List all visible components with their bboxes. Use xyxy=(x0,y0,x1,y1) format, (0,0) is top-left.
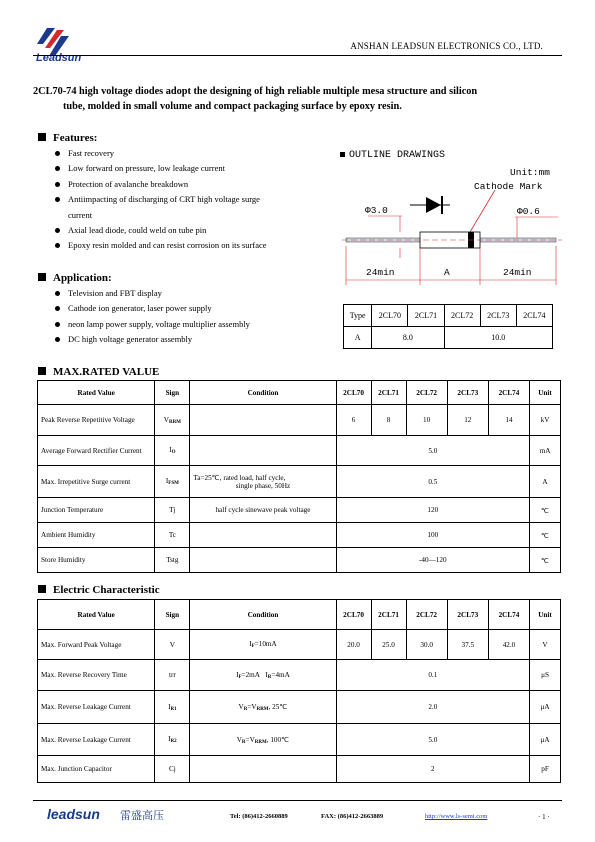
sign-cell: $I_{R2}$ xyxy=(155,724,190,756)
square-bullet-icon xyxy=(38,367,46,375)
column-header: Condition xyxy=(190,381,336,405)
column-header: 2CL71 xyxy=(371,600,406,630)
sign-cell: Tc xyxy=(155,523,190,548)
sign-cell: Tj xyxy=(155,498,190,523)
list-item: Protection of avalanche breakdown xyxy=(38,177,338,192)
unit-cell: μS xyxy=(530,660,561,691)
rated-name: Junction Temperature xyxy=(38,498,155,523)
value-cell: 2.0 xyxy=(336,691,530,724)
condition-cell: Ta=25℃, rated load, half cycle, single phase, 50Hz xyxy=(190,466,336,498)
lead-left-length: 24min xyxy=(366,267,395,278)
column-header: 2CL73 xyxy=(447,381,488,405)
value-cell: 30.0 xyxy=(406,630,447,660)
lead-right-length: 24min xyxy=(503,267,532,278)
outline-unit: Unit:mm xyxy=(510,167,550,178)
value-cell: 10 xyxy=(406,405,447,436)
list-item: neon lamp power supply, voltage multiplier assembly xyxy=(38,317,338,332)
max-rated-heading: MAX.RATED VALUE xyxy=(38,366,159,378)
value-cell: 0.5 xyxy=(336,466,530,498)
value-cell: 37.5 xyxy=(447,630,488,660)
body-diameter-label: Φ3.0 xyxy=(365,205,388,216)
column-header: Unit xyxy=(530,600,561,630)
table-cell: 2CL72 xyxy=(444,305,480,327)
value-cell: 8 xyxy=(371,405,406,436)
table-row xyxy=(38,724,561,756)
max-rated-table xyxy=(37,380,561,573)
value-cell: -40—120 xyxy=(336,548,530,573)
value-cell: 12 xyxy=(447,405,488,436)
value-cell: 5.0 xyxy=(336,724,530,756)
rated-name: Average Forward Rectifier Current xyxy=(38,436,155,466)
diode-symbol-icon xyxy=(410,196,450,214)
list-item-continuation: current xyxy=(68,209,93,220)
body-length-label: A xyxy=(444,267,450,278)
value-cell: 25.0 xyxy=(371,630,406,660)
rated-name: Max. Reverse Leakage Current xyxy=(38,724,155,756)
table-row xyxy=(38,630,561,660)
company-name: ANSHAN LEADSUN ELECTRONICS CO., LTD. xyxy=(350,41,543,51)
column-header: 2CL70 xyxy=(336,600,371,630)
list-item: Epoxy resin molded and can resist corrosion on its surface xyxy=(38,238,338,253)
column-header: 2CL70 xyxy=(336,381,371,405)
value-cell: 120 xyxy=(336,498,530,523)
table-row xyxy=(38,691,561,724)
condition-cell: $I_F=10mA$ xyxy=(190,630,336,660)
application-section xyxy=(38,272,338,348)
brand-logo-text: Leadsun xyxy=(36,52,82,64)
table-row xyxy=(38,498,561,523)
unit-cell: A xyxy=(530,466,561,498)
condition-cell xyxy=(190,756,336,783)
condition-cell: $I_F=2mA$ $I_R=4mA$ xyxy=(190,660,336,691)
rated-name: Max. Reverse Recovery Time xyxy=(38,660,155,691)
column-header: Sign xyxy=(155,381,190,405)
unit-cell: ℃ xyxy=(530,548,561,573)
table-cell: 2CL70 xyxy=(372,305,408,327)
table-cell: Type xyxy=(344,305,372,327)
table-cell: A xyxy=(344,327,372,349)
rated-name: Store Humidity xyxy=(38,548,155,573)
rated-name: Ambient Humidity xyxy=(38,523,155,548)
table-cell: 2CL73 xyxy=(480,305,516,327)
features-section xyxy=(38,132,338,254)
rated-name: Peak Reverse Repetitive Voltage xyxy=(38,405,155,436)
unit-cell: ℃ xyxy=(530,523,561,548)
table-cell: 8.0 xyxy=(372,327,444,349)
value-cell: 42.0 xyxy=(488,630,529,660)
condition-cell: $V_R=V_{RRM}$, 100℃ xyxy=(190,724,336,756)
sign-cell: Tstg xyxy=(155,548,190,573)
unit-cell: μA xyxy=(530,691,561,724)
type-dimension-table xyxy=(343,304,553,349)
table-cell: 2CL71 xyxy=(408,305,444,327)
column-header: Sign xyxy=(155,600,190,630)
outline-heading: OUTLINE DRAWINGS xyxy=(340,150,445,161)
unit-cell: kV xyxy=(530,405,561,436)
footer-website-link[interactable]: http://www.ls-semi.com xyxy=(425,813,488,820)
unit-cell: mA xyxy=(530,436,561,466)
list-item: Low forward on pressure, low leakage current xyxy=(38,161,338,176)
sign-cell: trr xyxy=(155,660,190,691)
table-row xyxy=(38,466,561,498)
rated-name: Max. Junction Capacitor xyxy=(38,756,155,783)
value-cell: 100 xyxy=(336,523,530,548)
condition-cell xyxy=(190,523,336,548)
unit-cell: ℃ xyxy=(530,498,561,523)
sign-cell: $V_{RRM}$ xyxy=(155,405,190,436)
electric-heading: Electric Characteristic xyxy=(38,584,160,596)
condition-cell xyxy=(190,436,336,466)
table-row xyxy=(38,548,561,573)
footer-chinese-name: 雷盛高压 xyxy=(120,810,164,822)
table-row xyxy=(344,305,553,327)
features-list xyxy=(38,146,338,254)
condition-cell xyxy=(190,548,336,573)
sign-cell: $I_O$ xyxy=(155,436,190,466)
value-cell: 0.1 xyxy=(336,660,530,691)
unit-cell: pF xyxy=(530,756,561,783)
table-row xyxy=(38,436,561,466)
intro-line-1: 2CL70-74 high voltage diodes adopt the designing of high reliable multiple mesa structure and silicon xyxy=(33,86,478,97)
table-cell: 2CL74 xyxy=(516,305,552,327)
value-cell: 2 xyxy=(336,756,530,783)
condition-cell: half cycle sinewave peak voltage xyxy=(190,498,336,523)
column-header: Rated Value xyxy=(38,600,155,630)
table-row xyxy=(38,756,561,783)
value-cell: 14 xyxy=(488,405,529,436)
sign-cell: V xyxy=(155,630,190,660)
outline-drawing xyxy=(340,190,565,290)
application-heading: Application: xyxy=(38,272,338,284)
column-header: 2CL71 xyxy=(371,381,406,405)
table-row xyxy=(344,327,553,349)
cathode-mark-label: Cathode Mark xyxy=(474,181,543,192)
list-item: Television and FBT display xyxy=(38,286,338,301)
sign-cell: Cj xyxy=(155,756,190,783)
column-header: Condition xyxy=(190,600,336,630)
column-header: Rated Value xyxy=(38,381,155,405)
footer-fax: FAX: (86)412-2663889 xyxy=(321,813,384,820)
sign-cell: $I_{FSM}$ xyxy=(155,466,190,498)
square-bullet-icon xyxy=(340,152,345,157)
unit-cell: V xyxy=(530,630,561,660)
table-header-row xyxy=(38,381,561,405)
list-item: Fast recovery xyxy=(38,146,338,161)
intro-paragraph xyxy=(33,84,563,114)
table-row xyxy=(38,405,561,436)
rated-name: Max. Reverse Leakage Current xyxy=(38,691,155,724)
square-bullet-icon xyxy=(38,133,46,141)
header-divider xyxy=(33,55,562,56)
list-item: Axial lead diode, could weld on tube pin xyxy=(38,223,338,238)
list-item: Antiimpacting of discharging of CRT high voltage surge xyxy=(38,192,326,207)
condition-cell: $V_R=V_{RRM}$, 25℃ xyxy=(190,691,336,724)
page-number: · 1 · xyxy=(538,813,550,821)
column-header: 2CL72 xyxy=(406,600,447,630)
condition-cell xyxy=(190,405,336,436)
footer-divider xyxy=(33,800,562,801)
rated-name: Max. Irrepetitive Surge current xyxy=(38,466,155,498)
column-header: Unit xyxy=(530,381,561,405)
table-cell: 10.0 xyxy=(444,327,552,349)
unit-cell: μA xyxy=(530,724,561,756)
footer-tel: Tel: (86)412-2660889 xyxy=(230,813,288,820)
square-bullet-icon xyxy=(38,273,46,281)
value-cell: 5.0 xyxy=(336,436,530,466)
column-header: 2CL74 xyxy=(488,381,529,405)
value-cell: 6 xyxy=(336,405,371,436)
intro-line-2: tube, molded in small volume and compact packaging surface by epoxy resin. xyxy=(63,101,402,112)
value-cell: 20.0 xyxy=(336,630,371,660)
table-row xyxy=(38,523,561,548)
sign-cell: $I_{R1}$ xyxy=(155,691,190,724)
table-header-row xyxy=(38,600,561,630)
list-item: Cathode ion generator, laser power supply xyxy=(38,301,338,316)
list-item: DC high voltage generator assembly xyxy=(38,332,338,347)
column-header: 2CL73 xyxy=(447,600,488,630)
column-header: 2CL74 xyxy=(488,600,529,630)
features-heading: Features: xyxy=(38,132,338,144)
electric-table xyxy=(37,599,561,783)
column-header: 2CL72 xyxy=(406,381,447,405)
table-row xyxy=(38,660,561,691)
rated-name: Max. Forward Peak Voltage xyxy=(38,630,155,660)
lead-diameter-label: Φ0.6 xyxy=(517,206,540,217)
footer-logo: leadsun xyxy=(47,806,100,822)
square-bullet-icon xyxy=(38,585,46,593)
application-list xyxy=(38,286,338,348)
